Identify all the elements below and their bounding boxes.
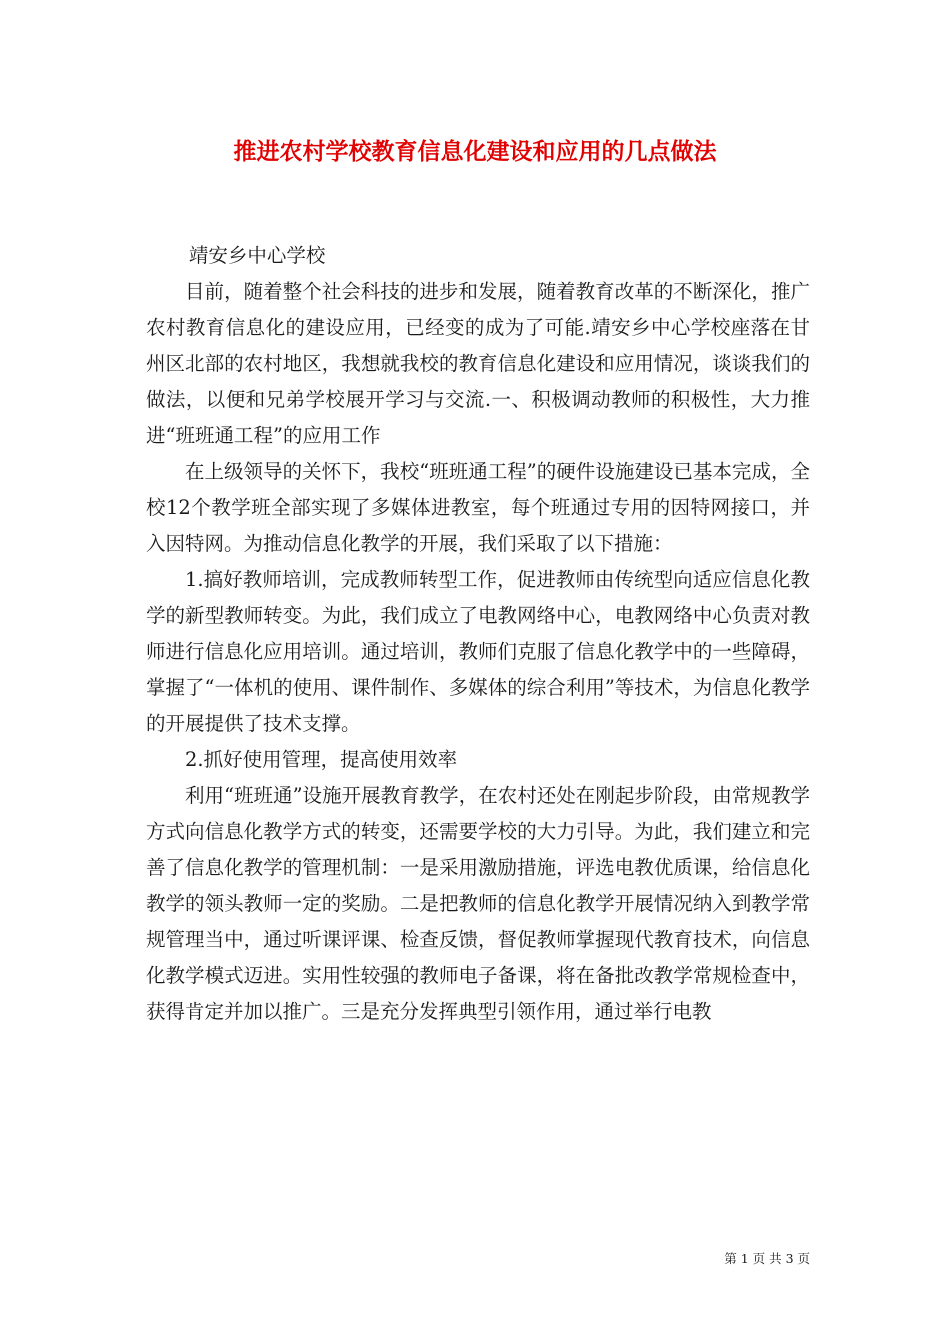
author-line: 靖安乡中心学校 — [188, 244, 326, 267]
page-number: 第 1 页 共 3 页 — [724, 1251, 810, 1266]
paragraph-management-heading: 2.抓好使用管理，提高使用效率 — [185, 748, 458, 771]
paragraph-hardware: 在上级领导的关怀下，我校“班班通工程”的硬件设施建设已基本完成，全校12个教学班全部实现了多媒体进教室，每个班通过专用的因特网接口，并入因特网。为推动信息化教学的开展，我们采取了以下措施： — [146, 460, 810, 555]
paragraph-training: 1.搞好教师培训，完成教师转型工作，促进教师由传统型向适应信息化教学的新型教师转变。为此，我们成立了电教网络中心，电教网络中心负责对教师进行信息化应用培训。通过培训，教师们克服了信息化教学中的一些障碍，掌握了“一体机的使用、课件制作、多媒体的综合利用”等技术，为信息化教学的开展提供了技术支撑。 — [146, 568, 810, 735]
document-body — [146, 238, 810, 1030]
paragraph-management: 利用“班班通”设施开展教育教学，在农村还处在刚起步阶段，由常规教学方式向信息化教学方式的转变，还需要学校的大力引导。为此，我们建立和完善了信息化教学的管理机制：一是采用激励措施，评选电教优质课，给信息化教学的领头教师一定的奖励。二是把教师的信息化教学开展情况纳入到教学常规管理当中，通过听课评课、检查反馈，督促教师掌握现代教育技术，向信息化教学模式迈进。实用性较强的教师电子备课，将在备批改教学常规检查中，获得肯定并加以推广。三是充分发挥典型引领作用，通过举行电教 — [146, 784, 810, 1023]
document-title: 推进农村学校教育信息化建设和应用的几点做法 — [233, 138, 717, 165]
paragraph-intro: 目前，随着整个社会科技的进步和发展，随着教育改革的不断深化，推广农村教育信息化的建设应用，已经变的成为了可能.靖安乡中心学校座落在甘州区北部的农村地区，我想就我校的教育信息化建设和应用情况，谈谈我们的做法，以便和兄弟学校展开学习与交流.一、积极调动教师的积极性，大力推进“班班通工程”的应用工作 — [146, 280, 810, 447]
